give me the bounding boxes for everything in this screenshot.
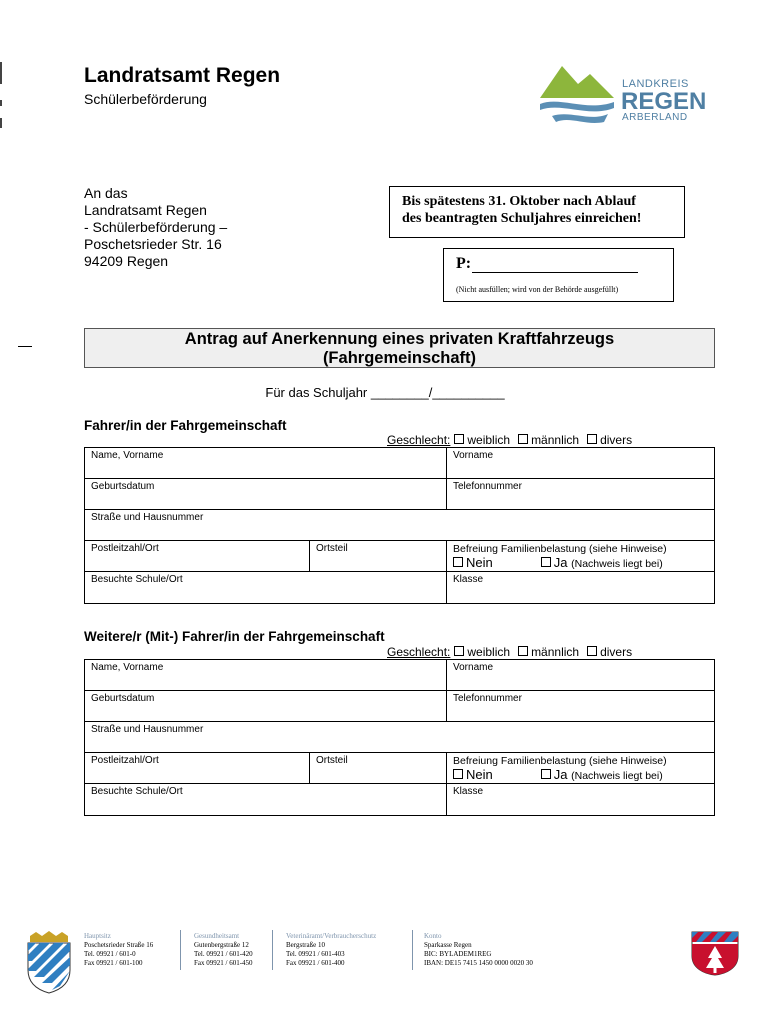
gender-option-label: männlich: [531, 433, 580, 447]
form-row: [85, 691, 714, 722]
school-year-field[interactable]: Für das Schuljahr ________/__________: [265, 385, 505, 400]
driver-form-table: [84, 447, 715, 604]
geburtsdatum-field[interactable]: Geburtsdatum: [91, 693, 155, 704]
telefon-field[interactable]: Telefonnummer: [446, 691, 714, 721]
edge-mark: [0, 118, 2, 128]
mountain-icon: [538, 60, 624, 126]
form-heading-line1: Antrag auf Anerkennung eines privaten Kraftfahrzeugs: [184, 330, 615, 348]
office-use-note: (Nicht ausfüllen; wird von der Behörde ausgefüllt): [456, 285, 619, 294]
schule-field[interactable]: Besuchte Schule/Ort: [91, 574, 183, 585]
footer-divider: [412, 930, 413, 970]
form-heading-line2: (Fahrgemeinschaft): [322, 349, 477, 367]
option-nein-label: Nein: [466, 767, 493, 782]
co-driver-form-table: [84, 659, 715, 816]
section-title-co-driver: Weitere/r (Mit-) Fahrer/in der Fahrgemeinschaft: [84, 629, 385, 644]
form-row: [85, 660, 714, 691]
address-line: An das: [84, 185, 128, 201]
gender-option-label: divers: [600, 645, 633, 659]
checkbox-maennlich[interactable]: [518, 434, 528, 444]
footer-line: Fax 09921 / 601-100: [84, 959, 143, 967]
gender-option-label: divers: [600, 433, 633, 447]
address-line: Landratsamt Regen: [84, 202, 207, 218]
befreiung-options: [453, 767, 714, 782]
landkreis-coat-of-arms-icon: [690, 930, 740, 976]
form-row: [85, 510, 714, 541]
gender-label: Geschlecht:: [387, 645, 451, 659]
ortsteil-field[interactable]: Ortsteil: [309, 541, 446, 571]
befreiung-options: [453, 555, 714, 570]
logo-text-regen: REGEN: [621, 88, 707, 115]
checkbox-nein[interactable]: [453, 557, 463, 567]
footer-line: IBAN: DE15 7415 1450 0000 0020 30: [424, 959, 533, 967]
page-title: Landratsamt Regen: [84, 64, 281, 87]
gender-option-label: weiblich: [467, 645, 511, 659]
form-row: [85, 722, 714, 753]
checkbox-divers[interactable]: [587, 646, 597, 656]
befreiung-field: [446, 753, 714, 783]
gender-option-label: männlich: [531, 645, 580, 659]
address-line: Poschetsrieder Str. 16: [84, 236, 222, 252]
deadline-notice: [389, 186, 685, 238]
schule-field[interactable]: Besuchte Schule/Ort: [91, 786, 183, 797]
name-field[interactable]: Name, Vorname: [91, 450, 164, 461]
footer-line: Fax 09921 / 601-450: [194, 959, 253, 967]
footer-column: [424, 932, 533, 968]
section-title-driver: Fahrer/in der Fahrgemeinschaft: [84, 418, 287, 433]
strasse-field[interactable]: Straße und Hausnummer: [91, 724, 204, 735]
footer-line: BIC: BYLADEM1REG: [424, 950, 492, 958]
vorname-field[interactable]: Vorname: [446, 448, 714, 478]
gender-label: Geschlecht:: [387, 433, 451, 447]
checkbox-weiblich[interactable]: [454, 434, 464, 444]
footer-line: Poschetsrieder Straße 16: [84, 941, 154, 949]
vorname-field[interactable]: Vorname: [446, 660, 714, 690]
klasse-field[interactable]: Klasse: [446, 572, 714, 603]
office-use-line: [472, 272, 638, 273]
plz-ort-field[interactable]: Postleitzahl/Ort: [91, 543, 159, 554]
gender-option-label: weiblich: [467, 433, 511, 447]
checkbox-divers[interactable]: [587, 434, 597, 444]
form-row: [85, 541, 714, 572]
name-field[interactable]: Name, Vorname: [91, 662, 164, 673]
gender-selector: [387, 433, 632, 447]
footer-divider: [180, 930, 181, 970]
footer-line: Tel. 09921 / 601-0: [84, 950, 136, 958]
option-ja-label: Ja: [553, 555, 568, 570]
form-heading: [84, 328, 715, 368]
edge-mark: [0, 62, 2, 84]
ortsteil-field[interactable]: Ortsteil: [309, 753, 446, 783]
logo-text-arberland: ARBERLAND: [622, 112, 688, 123]
checkbox-nein[interactable]: [453, 769, 463, 779]
deadline-line: des beantragten Schuljahres einreichen!: [402, 211, 642, 226]
footer-line: Tel. 09921 / 601-403: [286, 950, 345, 958]
nachweis-note: (Nachweis liegt bei): [571, 770, 663, 782]
option-nein-label: Nein: [466, 555, 493, 570]
form-row: [85, 753, 714, 784]
befreiung-field: [446, 541, 714, 571]
telefon-field[interactable]: Telefonnummer: [446, 479, 714, 509]
checkbox-weiblich[interactable]: [454, 646, 464, 656]
option-ja-label: Ja: [553, 767, 568, 782]
footer-line: Gutenbergstraße 12: [194, 941, 249, 949]
footer-line: Tel. 09921 / 601-420: [194, 950, 253, 958]
office-use-box: [443, 248, 674, 302]
checkbox-ja[interactable]: [541, 557, 551, 567]
footer-heading: Gesundheitsamt: [194, 932, 240, 940]
checkbox-ja[interactable]: [541, 769, 551, 779]
footer-column: [286, 932, 376, 968]
footer-column: [84, 932, 153, 968]
footer-divider: [272, 930, 273, 970]
befreiung-label: Befreiung Familienbelastung (siehe Hinweise): [453, 755, 667, 767]
edge-mark: [0, 100, 2, 106]
footer-heading: Konto: [424, 932, 442, 940]
footer-heading: Hauptsitz: [84, 932, 111, 940]
befreiung-label: Befreiung Familienbelastung (siehe Hinweise): [453, 543, 667, 555]
geburtsdatum-field[interactable]: Geburtsdatum: [91, 481, 155, 492]
office-use-label: P:: [456, 255, 472, 272]
nachweis-note: (Nachweis liegt bei): [571, 558, 663, 570]
footer-column: [194, 932, 253, 968]
klasse-field[interactable]: Klasse: [446, 784, 714, 815]
page-subtitle: Schülerbeförderung: [84, 91, 207, 107]
address-line: - Schülerbeförderung –: [84, 219, 228, 235]
footer-line: Fax 09921 / 601-400: [286, 959, 345, 967]
checkbox-maennlich[interactable]: [518, 646, 528, 656]
recipient-address: [84, 185, 227, 270]
footer-line: Sparkasse Regen: [424, 941, 472, 949]
form-row: [85, 572, 714, 603]
bavaria-coat-of-arms-icon: [24, 930, 74, 994]
plz-ort-field[interactable]: Postleitzahl/Ort: [91, 755, 159, 766]
fold-mark: [18, 346, 32, 347]
strasse-field[interactable]: Straße und Hausnummer: [91, 512, 204, 523]
landkreis-logo: [538, 60, 708, 128]
footer-heading: Veterinäramt/Verbraucherschutz: [286, 932, 377, 940]
deadline-line: Bis spätestens 31. Oktober nach Ablauf: [402, 194, 636, 209]
address-line: 94209 Regen: [84, 253, 169, 269]
footer-line: Bergstraße 10: [286, 941, 325, 949]
logo-text-landkreis: LANDKREIS: [622, 78, 689, 90]
gender-selector: [387, 645, 632, 659]
form-row: [85, 784, 714, 815]
form-row: [85, 448, 714, 479]
form-row: [85, 479, 714, 510]
